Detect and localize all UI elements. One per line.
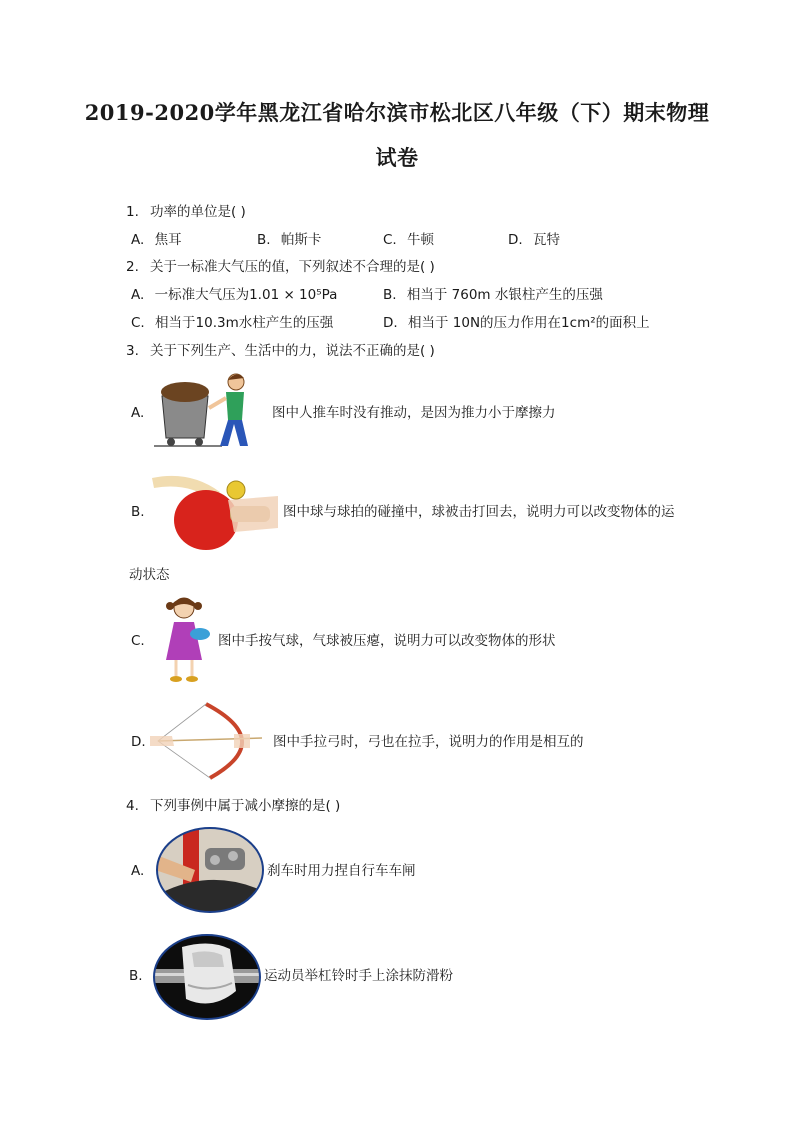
- q3-option-a-letter: A.: [131, 405, 145, 421]
- q2-option-b: [383, 286, 603, 304]
- bow-arrow-image: [150, 700, 268, 782]
- q1-option-d: [508, 231, 560, 249]
- option-text: 相当于 10N的压力作用在1cm²的面积上: [407, 315, 650, 331]
- q4-number: 4.: [126, 798, 139, 814]
- option-text: 一标准大气压为1.01 × 10⁵Pa: [154, 287, 338, 303]
- option-letter: D.: [508, 232, 523, 248]
- q3-option-c-letter: C.: [131, 633, 145, 649]
- q4-option-a-text: 刹车时用力捏自行车车闸: [267, 863, 416, 879]
- q1-stem: 功率的单位是( ): [150, 204, 246, 220]
- option-letter: B.: [257, 232, 271, 248]
- option-letter: B.: [383, 287, 397, 303]
- option-letter: A.: [131, 287, 145, 303]
- q2-option-c: [131, 314, 333, 332]
- q3-option-d-letter: D.: [131, 734, 146, 750]
- barbell-hand-image: [152, 933, 262, 1021]
- page-title-line2: 试卷: [375, 145, 419, 170]
- option-text: 帕斯卡: [280, 232, 322, 248]
- girl-balloon-image: [152, 594, 216, 684]
- q1-number: 1.: [126, 204, 139, 220]
- option-text: 牛顿: [407, 232, 435, 248]
- option-text: 相当于10.3m水柱产生的压强: [155, 315, 334, 331]
- q3-option-c-text: 图中手按气球，气球被压瘪，说明力可以改变物体的形状: [218, 633, 556, 649]
- option-letter: D.: [383, 315, 398, 331]
- q2-number: 2.: [126, 259, 139, 275]
- option-text: 焦耳: [154, 232, 182, 248]
- q4-option-a-letter: A.: [131, 863, 145, 879]
- bike-brake-image: [155, 826, 265, 914]
- option-text: 相当于 760m 水银柱产生的压强: [406, 287, 603, 303]
- option-letter: A.: [131, 232, 145, 248]
- q4-option-b-text: 运动员举杠铃时手上涂抹防滑粉: [264, 968, 453, 984]
- q2-option-d: [383, 314, 650, 332]
- q2-stem: 关于一标准大气压的值，下列叙述不合理的是( ): [150, 259, 435, 275]
- q2-option-a: [131, 286, 337, 304]
- q1-option-c: [383, 231, 434, 249]
- q3-option-b-text: 图中球与球拍的碰撞中，球被击打回去，说明力可以改变物体的运: [283, 504, 675, 520]
- q3-option-a-text: 图中人推车时没有推动，是因为推力小于摩擦力: [272, 405, 556, 421]
- q1-option-a: [131, 231, 182, 249]
- option-letter: C.: [383, 232, 397, 248]
- q3-option-b-letter: B.: [131, 504, 145, 520]
- q3-option-d-text: 图中手拉弓时，弓也在拉手，说明力的作用是相互的: [273, 734, 584, 750]
- q1-option-b: [257, 231, 321, 249]
- q3-option-b-text-cont: 动状态: [129, 567, 170, 583]
- option-letter: C.: [131, 315, 145, 331]
- option-text: 瓦特: [532, 232, 560, 248]
- q3-number: 3.: [126, 343, 139, 359]
- q4-option-b-letter: B.: [129, 968, 143, 984]
- racket-ball-image: [150, 470, 280, 556]
- man-pushing-cart-image: [152, 368, 272, 452]
- q3-stem: 关于下列生产、生活中的力，说法不正确的是( ): [150, 343, 435, 359]
- page-title-line1: 2019-2020学年黑龙江省哈尔滨市松北区八年级（下）期末物理: [84, 100, 710, 125]
- q4-stem: 下列事例中属于减小摩擦的是( ): [150, 798, 341, 814]
